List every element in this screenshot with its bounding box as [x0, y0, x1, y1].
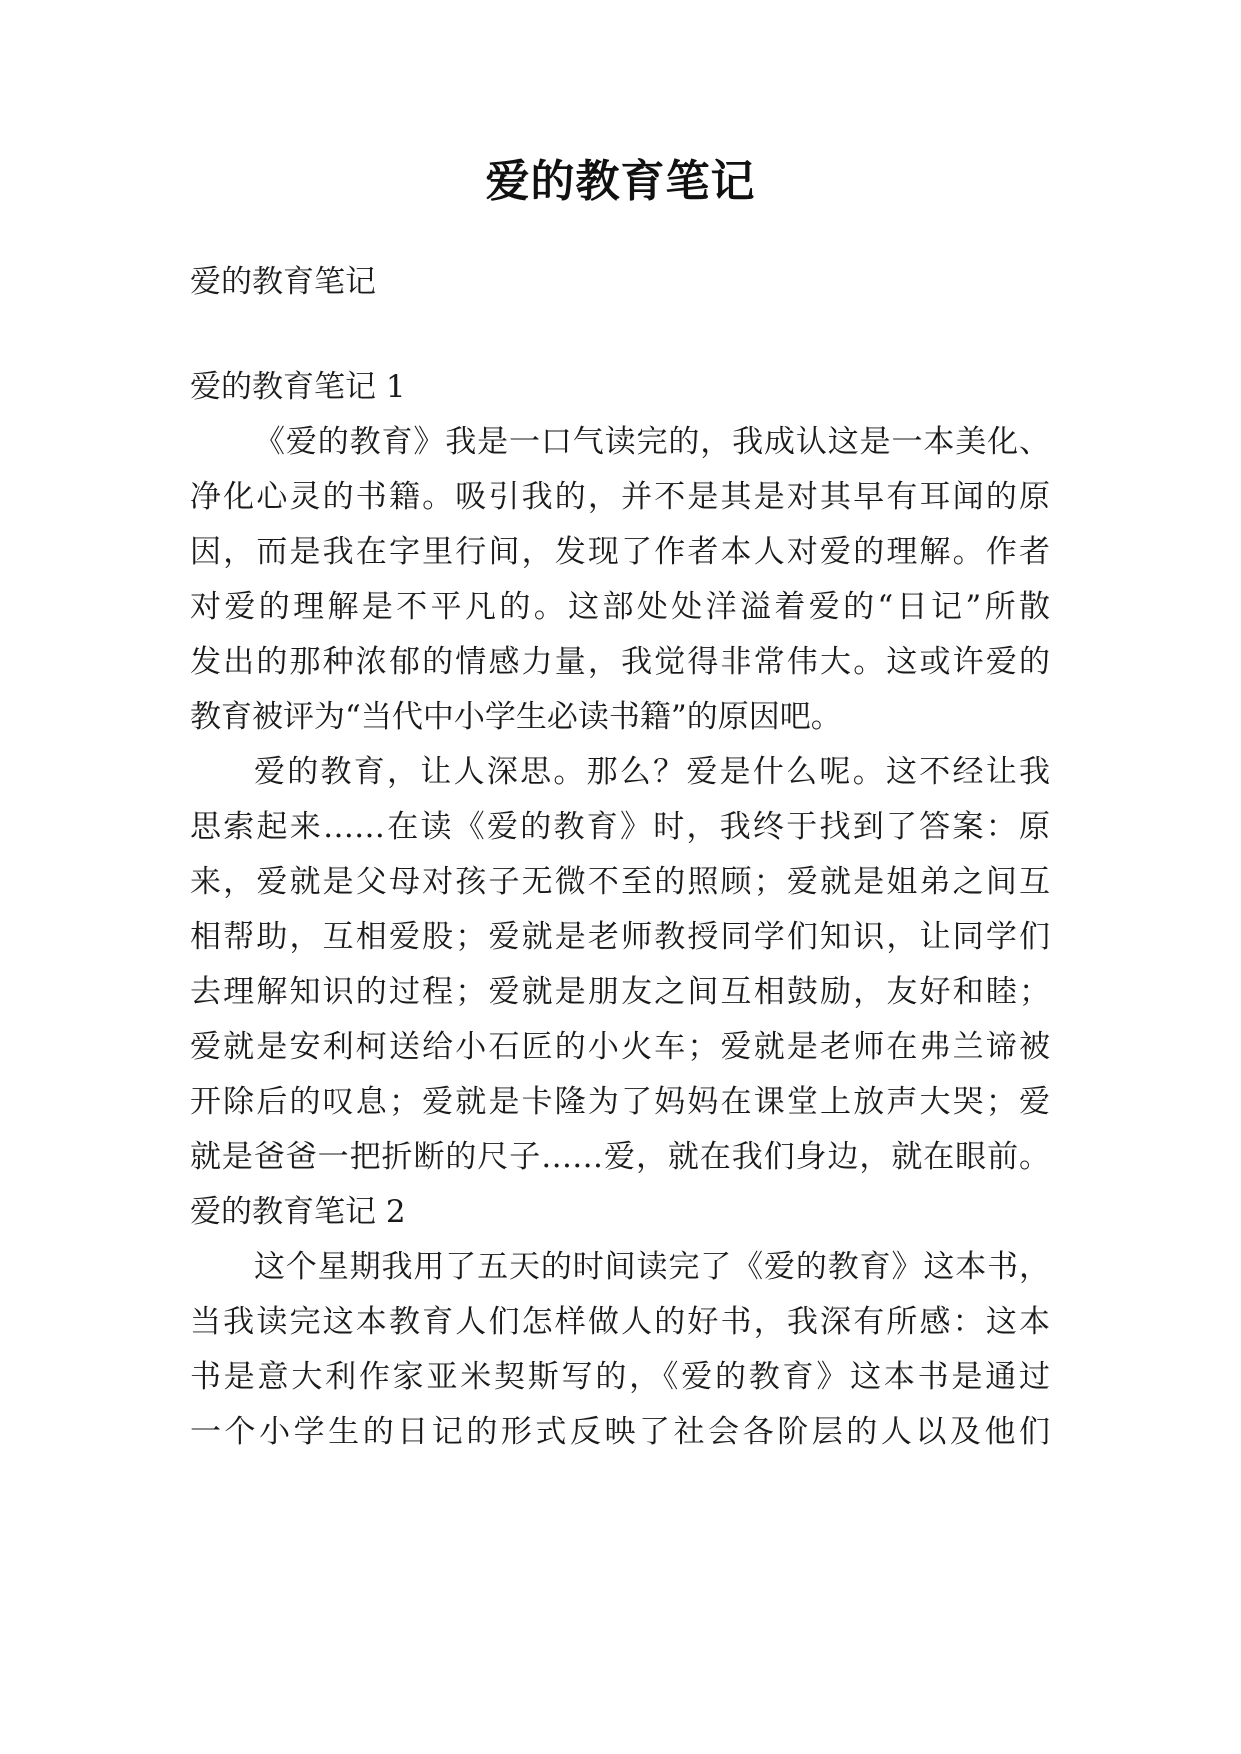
paragraph-2-line: 开除后的叹息；爱就是卡隆为了妈妈在课堂上放声大哭；爱 [190, 1084, 1050, 1120]
paragraph-2-line: 去理解知识的过程；爱就是朋友之间互相鼓励，友好和睦； [190, 974, 1050, 1010]
paragraph-1-line: 《爱的教育》我是一口气读完的，我成认这是一本美化、 [254, 424, 1050, 460]
paragraph-3-line: 一个小学生的日记的形式反映了社会各阶层的人以及他们 [190, 1414, 1050, 1450]
section-heading-2: 爱的教育笔记 2 [190, 1194, 406, 1230]
paragraph-2-line: 相帮助，互相爱股；爱就是老师教授同学们知识，让同学们 [190, 919, 1050, 955]
document-subtitle: 爱的教育笔记 [190, 264, 376, 300]
paragraph-1-line: 净化心灵的书籍。吸引我的，并不是其是对其早有耳闻的原 [190, 479, 1050, 515]
paragraph-2-line: 爱就是安利柯送给小石匠的小火车；爱就是老师在弗兰谛被 [190, 1029, 1050, 1065]
paragraph-3-line: 书是意大利作家亚米契斯写的，《爱的教育》这本书是通过 [190, 1359, 1050, 1395]
paragraph-3-line: 这个星期我用了五天的时间读完了《爱的教育》这本书， [254, 1249, 1050, 1285]
paragraph-2-line: 来，爱就是父母对孩子无微不至的照顾；爱就是姐弟之间互 [190, 864, 1050, 900]
paragraph-1-line: 发出的那种浓郁的情感力量，我觉得非常伟大。这或许爱的 [190, 644, 1050, 680]
paragraph-2-line: 就是爸爸一把折断的尺子……爱，就在我们身边，就在眼前。 [190, 1139, 1050, 1175]
paragraph-2-line: 思索起来……在读《爱的教育》时，我终于找到了答案：原 [190, 809, 1050, 845]
document-title: 爱的教育笔记 [485, 156, 756, 207]
paragraph-3-line: 当我读完这本教育人们怎样做人的好书，我深有所感：这本 [190, 1304, 1050, 1340]
paragraph-1-line: 因，而是我在字里行间，发现了作者本人对爱的理解。作者 [190, 534, 1050, 570]
section-heading-1: 爱的教育笔记 1 [190, 369, 406, 405]
paragraph-1-line: 教育被评为“当代中小学生必读书籍”的原因吧。 [190, 699, 842, 735]
paragraph-2-line: 爱的教育，让人深思。那么？爱是什么呢。这不经让我 [254, 754, 1050, 790]
paragraph-1-line: 对爱的理解是不平凡的。这部处处洋溢着爱的“日记”所散 [190, 589, 1050, 625]
